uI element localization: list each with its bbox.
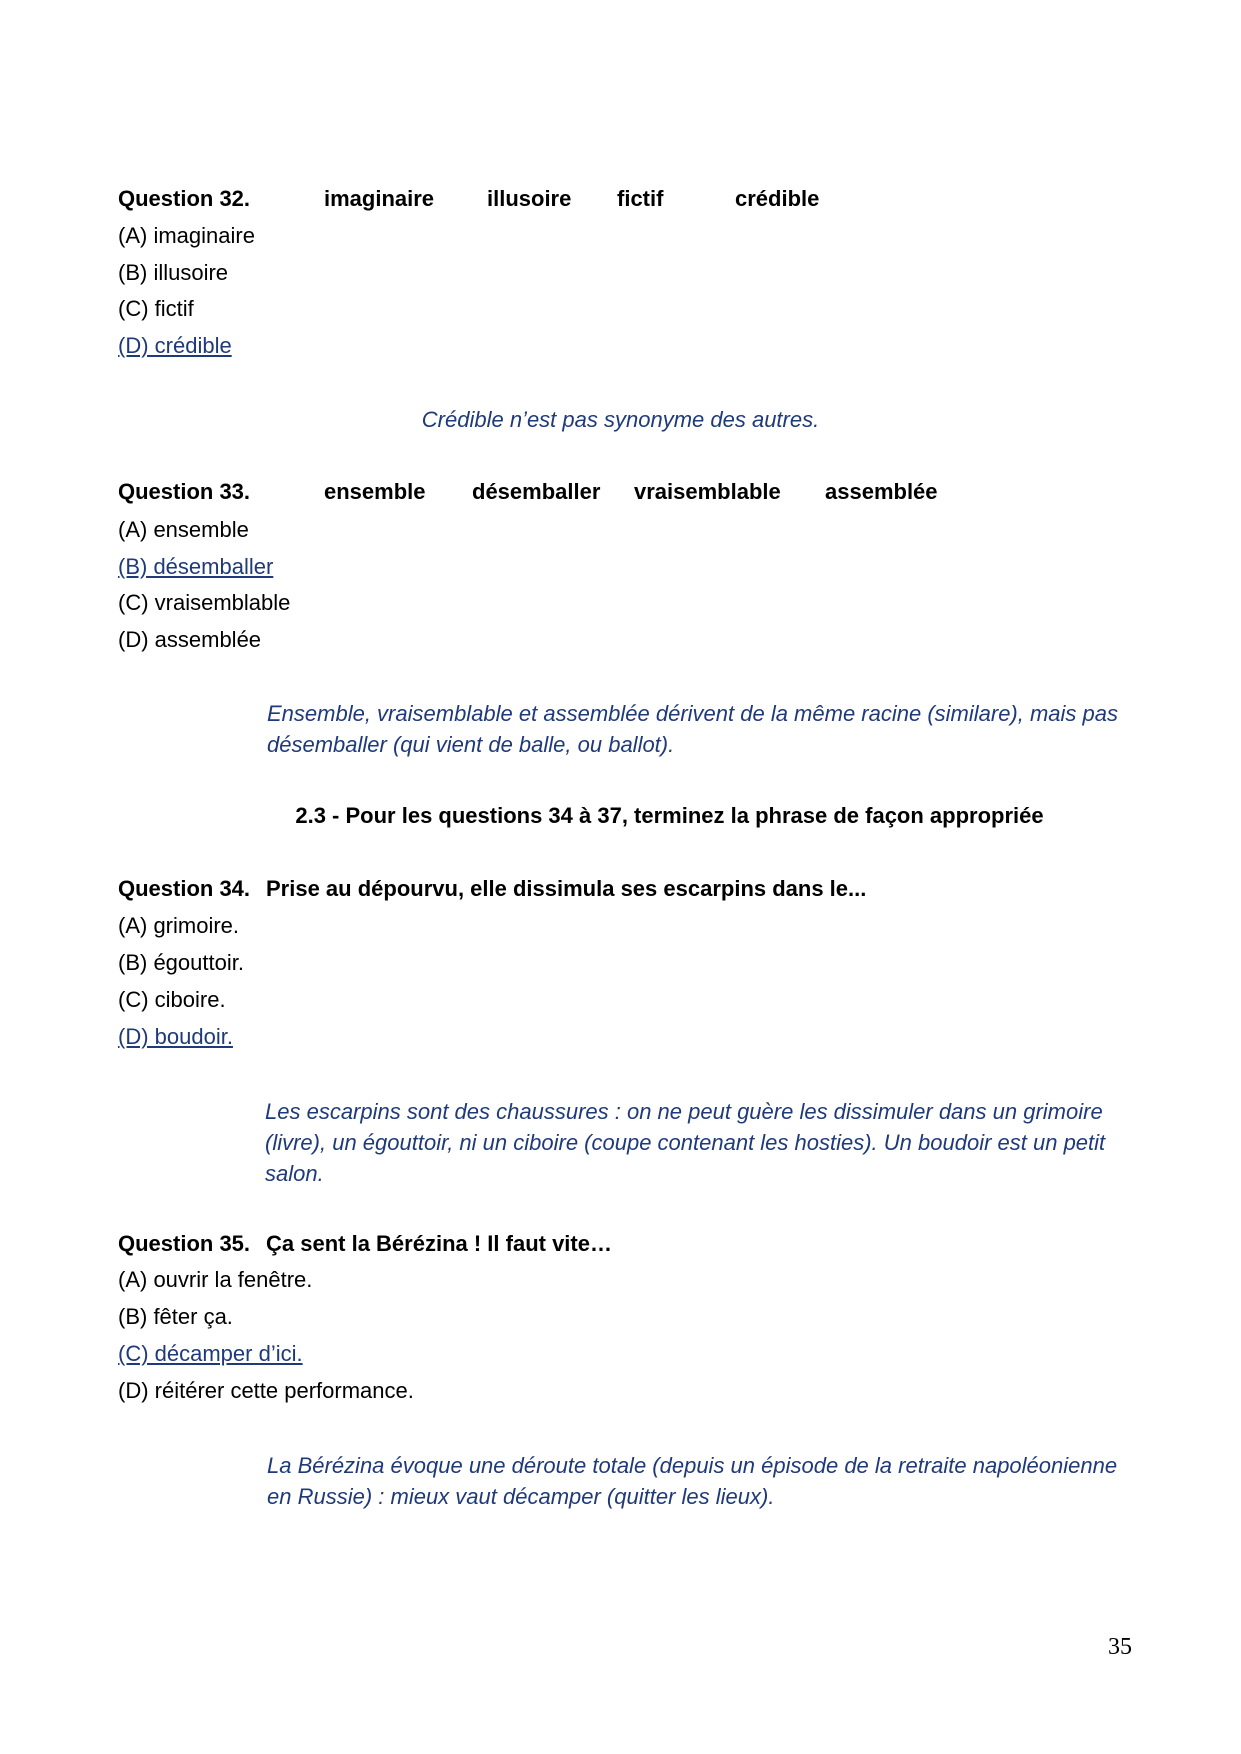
explanation-line: désemballer (qui vient de balle, ou ballot). <box>267 732 675 757</box>
option-a: (A) ouvrir la fenêtre. <box>118 1267 313 1292</box>
explanation-line: Les escarpins sont des chaussures : on ne peut guère les dissimuler dans un grimoire <box>265 1099 1103 1124</box>
option-b-correct[interactable]: (B) désemballer <box>118 554 274 579</box>
question-label: Question 34. <box>118 876 251 901</box>
explanation-32: Crédible n’est pas synonyme des autres. <box>421 407 820 432</box>
word-3: vraisemblable <box>634 479 781 504</box>
question-prompt: Ça sent la Bérézina ! Il faut vite… <box>266 1231 612 1256</box>
question-label: Question 32. <box>118 186 251 211</box>
option-d-correct[interactable]: (D) boudoir. <box>118 1024 233 1049</box>
explanation-33 <box>267 698 1167 760</box>
option-a: (A) ensemble <box>118 517 249 542</box>
option-b: (B) illusoire <box>118 260 229 285</box>
question-prompt: Prise au dépourvu, elle dissimula ses escarpins dans le... <box>266 876 867 901</box>
option-c: (C) vraisemblable <box>118 590 291 615</box>
explanation-line: salon. <box>265 1161 324 1186</box>
word-3: fictif <box>617 186 664 211</box>
word-4: crédible <box>735 186 820 211</box>
explanation-line: La Bérézina évoque une déroute totale (depuis un épisode de la retraite napoléonienne <box>267 1453 1118 1478</box>
option-b: (B) fêter ça. <box>118 1304 233 1329</box>
word-1: ensemble <box>324 479 426 504</box>
section-title: 2.3 - Pour les questions 34 à 37, terminez la phrase de façon appropriée <box>295 803 1044 828</box>
option-a: (A) imaginaire <box>118 223 255 248</box>
explanation-line: (livre), un égouttoir, ni un ciboire (coupe contenant les hosties). Un boudoir est un petit <box>265 1130 1106 1155</box>
word-2: désemballer <box>472 479 601 504</box>
word-4: assemblée <box>825 479 938 504</box>
option-c: (C) fictif <box>118 296 194 321</box>
question-label: Question 33. <box>118 479 251 504</box>
explanation-35 <box>267 1450 1167 1512</box>
option-d-correct[interactable]: (D) crédible <box>118 333 232 358</box>
explanation-line: en Russie) : mieux vaut décamper (quitter les lieux). <box>267 1484 775 1509</box>
explanation-line: Ensemble, vraisemblable et assemblée dérivent de la même racine (similare), mais pas <box>267 701 1119 726</box>
option-d: (D) assemblée <box>118 627 262 652</box>
option-a: (A) grimoire. <box>118 913 240 938</box>
option-c-correct[interactable]: (C) décamper d’ici. <box>118 1341 303 1366</box>
page-number: 35 <box>1108 1634 1132 1660</box>
word-2: illusoire <box>487 186 572 211</box>
explanation-34 <box>265 1096 1165 1189</box>
option-c: (C) ciboire. <box>118 987 226 1012</box>
option-b: (B) égouttoir. <box>118 950 244 975</box>
option-d: (D) réitérer cette performance. <box>118 1378 414 1403</box>
question-label: Question 35. <box>118 1231 251 1256</box>
word-1: imaginaire <box>324 186 435 211</box>
